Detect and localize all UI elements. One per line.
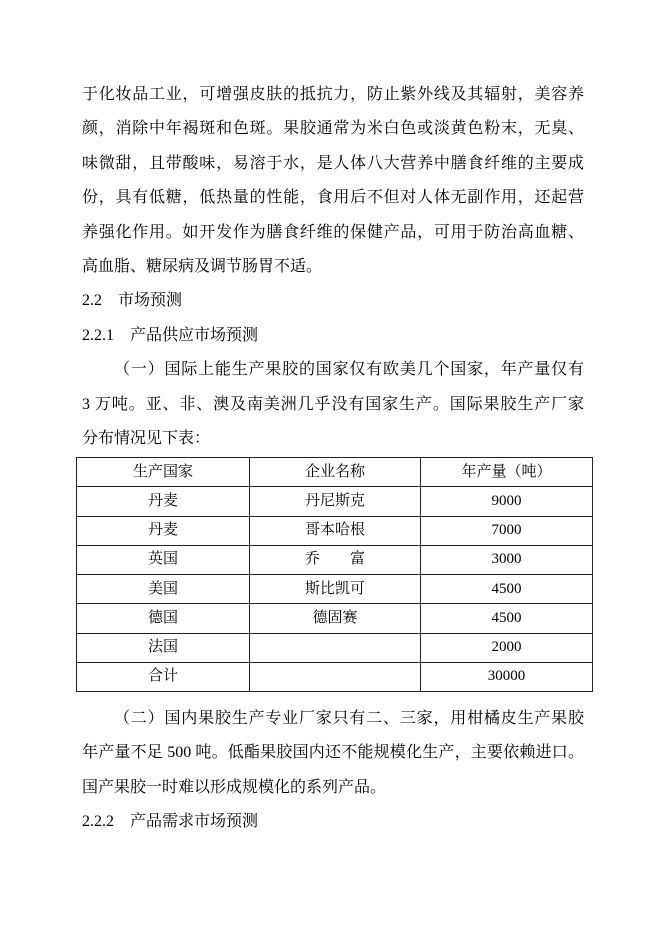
- paragraph-line: 味微甜，且带酸味，易溶于水，是人体八大营养中膳食纤维的主要成: [82, 154, 584, 172]
- section-number: 2.2.2: [82, 813, 114, 831]
- table-total-row: [77, 662, 593, 691]
- cell-output: 7000: [421, 516, 593, 545]
- supply-paragraph-international: [82, 353, 584, 456]
- header-company: 企业名称: [250, 458, 421, 487]
- table-row: [77, 633, 593, 662]
- cell-company: 德固赛: [250, 604, 421, 633]
- cell-output: 2000: [421, 633, 593, 662]
- section-title: 产品供应市场预测: [130, 326, 259, 344]
- cell-country: 英国: [77, 545, 250, 574]
- paragraph-line: 国产果胶一时难以形成规模化的系列产品。: [82, 778, 387, 796]
- section-title: 市场预测: [118, 292, 183, 310]
- table-row: [77, 487, 593, 516]
- intro-paragraph: [82, 78, 584, 284]
- paragraph-line: 高血脂、糖尿病及调节肠胃不适。: [82, 257, 323, 275]
- paragraph-line: 分布情况见下表：: [82, 429, 211, 447]
- paragraph-line: 年产量不足 500 吨。低酯果胶国内还不能规模化生产，主要依赖进口。: [82, 744, 584, 762]
- section-number: 2.2: [82, 292, 102, 310]
- paragraph-line: 养强化作用。如开发作为膳食纤维的保健产品，可用于防治高血糖、: [82, 223, 584, 241]
- section-heading-2-2: [82, 284, 584, 318]
- cell-company: 斯比凯可: [250, 575, 421, 604]
- cell-country: 德国: [77, 604, 250, 633]
- cell-output: 3000: [421, 545, 593, 574]
- cell-company: 哥本哈根: [250, 516, 421, 545]
- cell-output: 4500: [421, 604, 593, 633]
- cell-country: 丹麦: [77, 516, 250, 545]
- table-row: [77, 516, 593, 545]
- section-heading-2-2-1: [82, 319, 584, 353]
- cell-total-output: 30000: [421, 662, 593, 691]
- paragraph-line: 于化妆品工业，可增强皮肤的抵抗力，防止紫外线及其辐射，美容养: [82, 86, 584, 103]
- cell-company: [250, 633, 421, 662]
- cell-output: 9000: [421, 487, 593, 516]
- paragraph-line: 份，具有低糖，低热量的性能，食用后不但对人体无副作用，还起营: [82, 189, 584, 207]
- supply-paragraph-domestic: [82, 702, 584, 805]
- cell-country: 法国: [77, 633, 250, 662]
- table-header-row: [77, 458, 593, 487]
- table-row: [77, 604, 593, 633]
- section-number: 2.2.1: [82, 326, 114, 344]
- document-body-bottom: [82, 702, 584, 840]
- section-title: 产品需求市场预测: [130, 813, 259, 831]
- paragraph-line: 颜，消除中年褐斑和色斑。果胶通常为米白色或淡黄色粉末，无臭、: [82, 120, 584, 138]
- cell-company: 丹尼斯克: [250, 487, 421, 516]
- section-heading-2-2-2: [82, 805, 584, 839]
- cell-country: 美国: [77, 575, 250, 604]
- header-country: 生产国家: [77, 458, 250, 487]
- cell-output: 4500: [421, 575, 593, 604]
- table-row: [77, 545, 593, 574]
- paragraph-line: （一）国际上能生产果胶的国家仅有欧美几个国家，年产量仅有: [114, 361, 584, 379]
- table-row: [77, 575, 593, 604]
- cell-country: 丹麦: [77, 487, 250, 516]
- cell-company: 乔 富: [250, 545, 421, 574]
- document-body-top: [82, 78, 584, 456]
- cell-total-label: 合计: [77, 662, 250, 691]
- header-annual-output: 年产量（吨）: [421, 458, 593, 487]
- pectin-producers-table: [76, 457, 593, 692]
- paragraph-line: 3 万吨。亚、非、澳及南美洲几乎没有国家生产。国际果胶生产厂家: [82, 395, 584, 413]
- paragraph-line: （二）国内果胶生产专业厂家只有二、三家，用柑橘皮生产果胶: [114, 710, 584, 727]
- cell-company: [250, 662, 421, 691]
